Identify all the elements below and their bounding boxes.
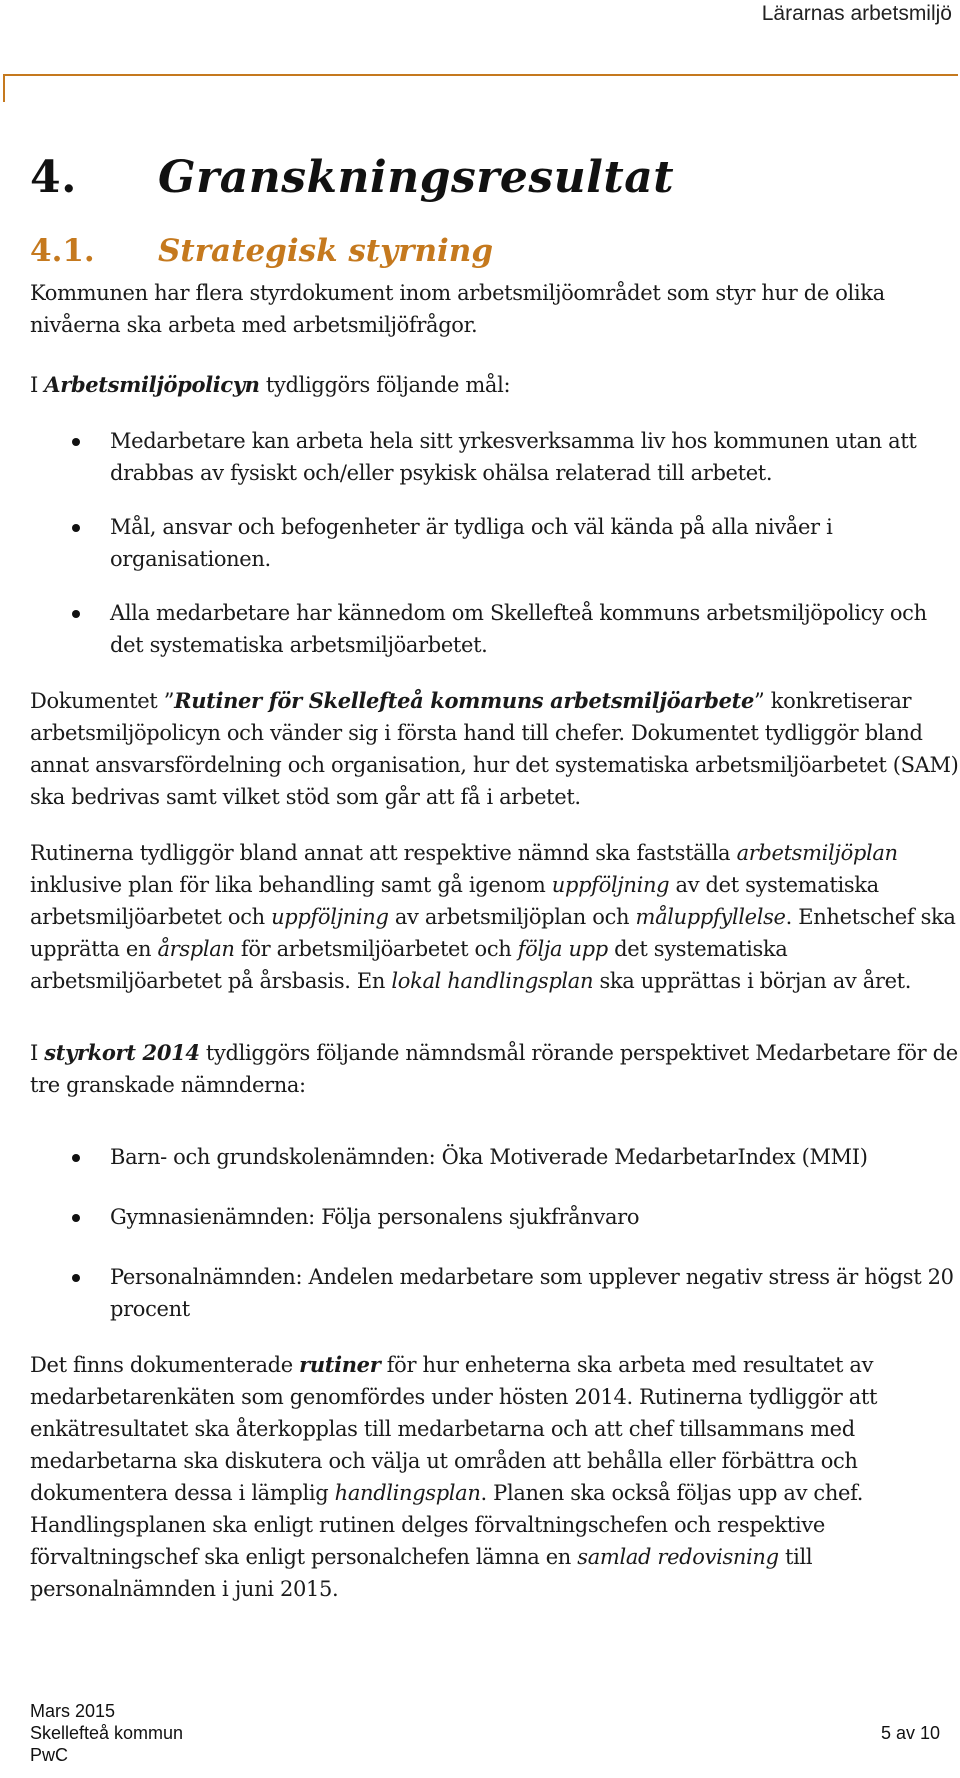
list-item	[30, 511, 960, 575]
header-rule-tick	[3, 74, 5, 102]
subsection-number: 4.1.	[30, 233, 95, 269]
text-run: Det finns dokumenterade	[30, 1353, 300, 1377]
text-run: av det systematiska arbetsmiljöarbetet och	[30, 873, 879, 929]
emphasis: uppföljning	[551, 873, 670, 897]
text-run: . Planen ska också följas upp av chef. Handlingsplanen ska enligt rutinen delges förvaltningschefen och respektive förvaltningschef ska enligt personalchefen lämna en	[30, 1481, 864, 1569]
list-item	[30, 425, 960, 489]
list-item-text: Medarbetare kan arbeta hela sitt yrkesverksamma liv hos kommunen utan att drabbas av fysiskt och/eller psykisk ohälsa relaterad till arbetet.	[110, 429, 917, 485]
policy-paragraph	[30, 369, 960, 401]
survey-routines-paragraph	[30, 1349, 960, 1605]
list-item	[30, 1261, 960, 1325]
text-run: inklusive plan för lika behandling samt gå igenom	[30, 873, 552, 897]
policy-goals-list	[30, 425, 960, 661]
text-run: för hur enheterna ska arbeta med resultatet av medarbetarenkäten som genomfördes under hösten 2014. Rutinerna tydliggör att enkätresultatet ska återkopplas till medarbetarna och att chef tillsammans med medarbetarna ska diskutera och välja ut områden att behålla eller förbättra och dokumentera dessa i lämplig	[30, 1353, 878, 1505]
text-run: . Enhetschef ska upprätta en	[30, 905, 956, 961]
section-heading	[30, 152, 674, 203]
bullet-icon	[72, 1154, 80, 1162]
section-title: Granskningsresultat	[158, 152, 675, 203]
page-number: 5 av 10	[880, 1723, 940, 1743]
list-item-text: Mål, ansvar och befogenheter är tydliga och väl kända på alla nivåer i organisationen.	[110, 515, 833, 571]
header-rule	[3, 74, 958, 76]
bullet-icon	[72, 610, 80, 618]
bullet-icon	[72, 524, 80, 532]
text-run: ska upprättas i början av året.	[593, 969, 912, 993]
text-run: Rutinerna tydliggör bland annat att respektive nämnd ska fastställa	[30, 841, 737, 865]
list-item-text: Alla medarbetare har kännedom om Skellefteå kommuns arbetsmiljöpolicy och det systematiska arbetsmiljöarbetet.	[110, 601, 927, 657]
page-footer	[30, 1700, 940, 1766]
list-item	[30, 597, 960, 661]
list-item-text: Barn- och grundskolenämnden: Öka Motiverade MedarbetarIndex (MMI)	[110, 1145, 868, 1169]
routines-detail-paragraph	[30, 837, 960, 997]
body-content	[30, 277, 960, 1629]
list-item	[30, 1201, 960, 1233]
policy-name: Arbetsmiljöpolicyn	[44, 372, 260, 397]
scorecard-name: styrkort 2014	[44, 1040, 200, 1065]
routines-paragraph	[30, 685, 960, 813]
list-item-text: Gymnasienämnden: Följa personalens sjukfrånvaro	[110, 1205, 640, 1229]
emphasis: lokal handlingsplan	[391, 969, 594, 993]
footer-org: Skellefteå kommun	[30, 1723, 184, 1743]
text-run: av arbetsmiljöplan och	[388, 905, 636, 929]
text-run: Dokumentet ”	[30, 689, 175, 713]
emphasis: måluppfyllelse	[635, 905, 786, 929]
text-run: för arbetsmiljöarbetet och	[234, 937, 518, 961]
emphasis: handlingsplan	[334, 1481, 481, 1505]
running-header: Lärarnas arbetsmiljö	[761, 2, 952, 25]
scorecard-paragraph	[30, 1037, 960, 1101]
emphasis: samlad redovisning	[577, 1545, 779, 1569]
emphasis-bold: rutiner	[299, 1352, 381, 1377]
text-run: ” konkretiserar arbetsmiljöpolicyn och vänder sig i första hand till chefer. Dokumentet tydliggör bland annat ansvarsfördelning och organisation, hur det systematiska arbetsmiljöarbetet (SAM) ska bedrivas samt vilket stöd som går att få i arbetet.	[30, 689, 959, 809]
footer-firm: PwC	[30, 1745, 69, 1765]
text-run: det systematiska arbetsmiljöarbetet på årsbasis. En	[30, 937, 788, 993]
list-item	[30, 1141, 960, 1173]
bullet-icon	[72, 438, 80, 446]
subsection-heading	[30, 233, 493, 269]
document-name: Rutiner för Skellefteå kommuns arbetsmiljöarbete	[174, 688, 755, 713]
section-number: 4.	[30, 152, 77, 203]
text-run: till personalnämnden i juni 2015.	[30, 1545, 813, 1601]
text-run: I	[30, 1041, 45, 1065]
bullet-icon	[72, 1274, 80, 1282]
intro-paragraph: Kommunen har flera styrdokument inom arbetsmiljöområdet som styr hur de olika nivåerna ska arbeta med arbetsmiljöfrågor.	[30, 281, 885, 337]
text-run: tydliggörs följande mål:	[259, 373, 511, 397]
footer-date: Mars 2015	[30, 1701, 116, 1721]
text-run: tydliggörs följande nämndsmål rörande perspektivet Medarbetare för de tre granskade nämnderna:	[30, 1041, 958, 1097]
board-goals-list	[30, 1141, 960, 1325]
list-item-text: Personalnämnden: Andelen medarbetare som upplever negativ stress är högst 20 procent	[110, 1265, 954, 1321]
text-run: I	[30, 373, 45, 397]
subsection-title: Strategisk styrning	[158, 233, 493, 269]
emphasis: årsplan	[157, 937, 235, 961]
emphasis: arbetsmiljöplan	[736, 841, 898, 865]
emphasis: uppföljning	[271, 905, 389, 929]
emphasis: följa upp	[517, 937, 608, 961]
bullet-icon	[72, 1214, 80, 1222]
